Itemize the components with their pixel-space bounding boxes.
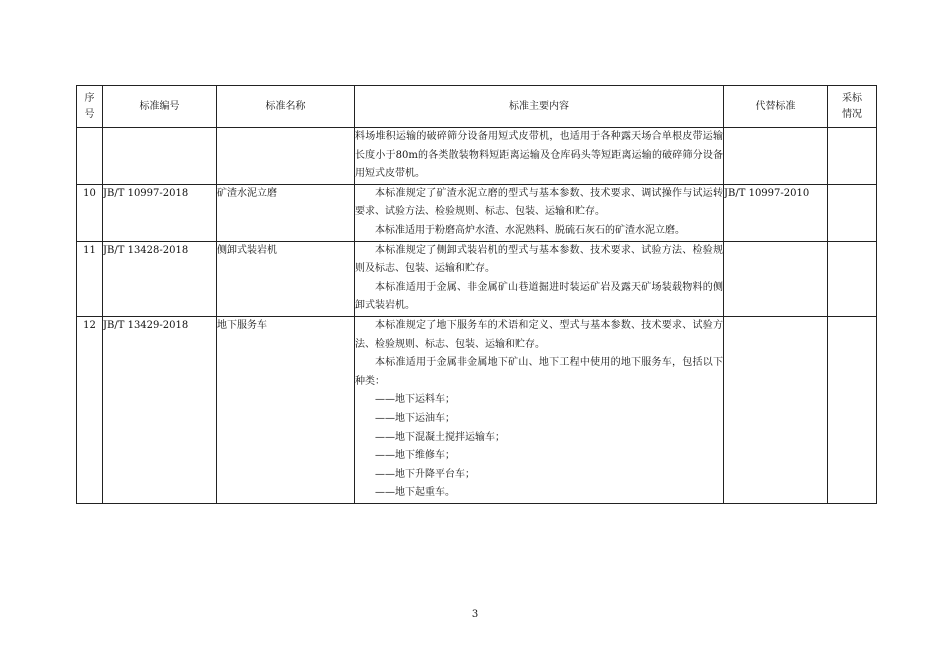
cell-code bbox=[103, 128, 217, 185]
header-replaced: 代替标准 bbox=[724, 86, 828, 128]
table-header-row bbox=[77, 86, 877, 128]
content-paragraph: 本标准规定了侧卸式装岩机的型式与基本参数、技术要求、试验方法、检验规则及标志、包装、运输和贮存。 bbox=[355, 244, 723, 275]
cell-adopted bbox=[828, 128, 877, 185]
cell-code: JB/T 13429-2018 bbox=[103, 316, 217, 503]
cell-adopted bbox=[828, 184, 877, 241]
table-row bbox=[77, 316, 877, 503]
cell-content bbox=[355, 241, 724, 316]
header-adopted: 采标 情况 bbox=[828, 86, 877, 128]
header-name: 标准名称 bbox=[217, 86, 355, 128]
cell-adopted bbox=[828, 241, 877, 316]
cell-seq bbox=[77, 128, 103, 185]
header-code: 标准编号 bbox=[103, 86, 217, 128]
cell-replaced bbox=[724, 241, 828, 316]
table-row bbox=[77, 241, 877, 316]
content-list-item: ——地下运料车； bbox=[375, 394, 455, 406]
table-row bbox=[77, 128, 877, 185]
content-paragraph: 本标准适用于金属非金属地下矿山、地下工程中使用的地下服务车，包括以下种类： bbox=[355, 357, 723, 387]
cell-name: 地下服务车 bbox=[217, 316, 355, 503]
cell-adopted bbox=[828, 316, 877, 503]
cell-seq: 11 bbox=[77, 241, 103, 316]
cell-replaced bbox=[724, 128, 828, 185]
standards-table bbox=[76, 85, 877, 504]
cell-name bbox=[217, 128, 355, 185]
cell-name: 矿渣水泥立磨 bbox=[217, 184, 355, 241]
content-list-item: ——地下运油车； bbox=[375, 412, 455, 424]
cell-seq: 12 bbox=[77, 316, 103, 503]
cell-seq: 10 bbox=[77, 184, 103, 241]
header-seq: 序 号 bbox=[77, 86, 103, 128]
cell-content bbox=[355, 316, 724, 503]
content-list-item: ——地下维修车； bbox=[375, 450, 455, 462]
table-row bbox=[77, 184, 877, 241]
header-content: 标准主要内容 bbox=[355, 86, 724, 128]
content-list-item: ——地下起重车。 bbox=[375, 487, 455, 499]
content-paragraph: 本标准规定了矿渣水泥立磨的型式与基本参数、技术要求、调试操作与试运转要求、试验方法、检验规则、标志、包装、运输和贮存。 bbox=[355, 187, 723, 218]
content-paragraph: 本标准规定了地下服务车的术语和定义、型式与基本参数、技术要求、试验方法、检验规则、标志、包装、运输和贮存。 bbox=[355, 319, 723, 350]
cell-content bbox=[355, 184, 724, 241]
cell-code: JB/T 10997-2018 bbox=[103, 184, 217, 241]
cell-name: 侧卸式装岩机 bbox=[217, 241, 355, 316]
content-list-item: ——地下升降平台车； bbox=[375, 468, 475, 480]
cell-content bbox=[355, 128, 724, 185]
page-number: 3 bbox=[471, 609, 479, 620]
content-paragraph: 本标准适用于粉磨高炉水渣、水泥熟料、脱硫石灰石的矿渣水泥立磨。 bbox=[375, 224, 685, 236]
content-paragraph: 料场堆积运输的破碎筛分设备用短式皮带机，也适用于各种露天场合单根皮带运输长度小于80m的各类散装物料短距离运输及仓库码头等短距离运输的破碎筛分设备用短式皮带机。 bbox=[355, 131, 723, 180]
content-list-item: ——地下混凝土搅拌运输车； bbox=[375, 431, 505, 443]
cell-replaced: JB/T 10997-2010 bbox=[724, 184, 828, 241]
cell-replaced bbox=[724, 316, 828, 503]
content-paragraph: 本标准适用于金属、非金属矿山巷道掘进时装运矿岩及露天矿场装载物料的侧卸式装岩机。 bbox=[355, 281, 723, 312]
cell-code: JB/T 13428-2018 bbox=[103, 241, 217, 316]
